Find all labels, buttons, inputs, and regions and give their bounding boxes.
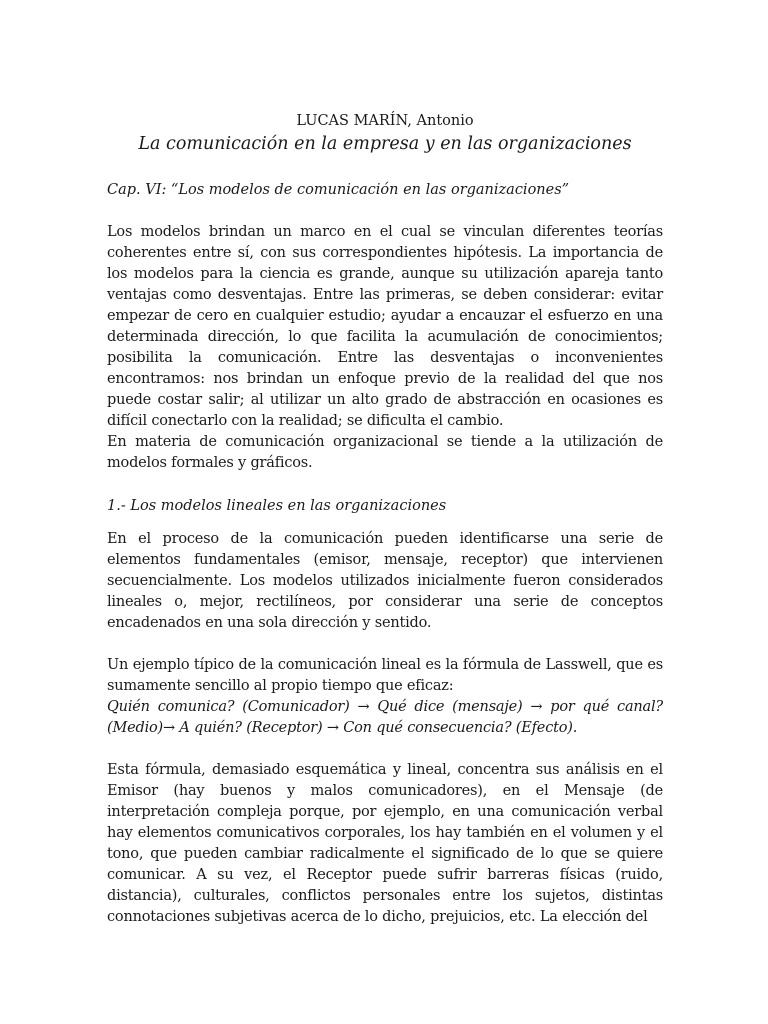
lasswell-formula: Quién comunica? (Comunicador) → Qué dice (mensaje) → por qué canal? (Medio)→ A quién? (Receptor) → Con qué consecuencia? (Efecto). bbox=[107, 699, 663, 736]
chapter-title: Cap. VI: “Los modelos de comunicación en las organizaciones” bbox=[107, 182, 570, 198]
paragraph-schematic: Esta fórmula, demasiado esquemática y lineal, concentra sus análisis en el Emisor (hay buenos y malos comunicadores), en el Mensaje (de interpretación compleja porque, por ejemplo, en una comunicación verbal hay elementos comunicativos corporales, los hay también en el volumen y el tono, que pueden cambiar radicalmente el significado de lo que se quiere comunicar. A su vez, el Receptor puede sufrir barreras físicas (ruido, distancia), culturales, conflictos personales entre los sujetos, distintas connotaciones subjetivas acerca de lo dicho, prejuicios, etc. La elección del bbox=[107, 762, 663, 925]
author-name: LUCAS MARÍN, Antonio bbox=[296, 113, 474, 129]
paragraph-lasswell: Un ejemplo típico de la comunicación lineal es la fórmula de Lasswell, que es sumamente sencillo al propio tiempo que eficaz: bbox=[107, 657, 663, 694]
paragraph-process: En el proceso de la comunicación pueden identificarse una serie de elementos fundamentales (emisor, mensaje, receptor) que intervienen secuencialmente. Los modelos utilizados inicialmente fueron considerados lineales o, mejor, rectilíneos, por considerar una serie de conceptos encadenados en una sola dirección y sentido. bbox=[107, 531, 663, 631]
paragraph-intro: Los modelos brindan un marco en el cual se vinculan diferentes teorías coherentes entre sí, con sus correspondientes hipótesis. La importancia de los modelos para la ciencia es grande, aunque su utilización apareja tanto ventajas como desventajas. Entre las primeras, se deben considerar: evitar empezar de cero en cualquier estudio; ayudar a encauzar el esfuerzo en una determinada dirección, lo que facilita la acumulación de conocimientos; posibilita la comunicación. Entre las desventajas o inconvenientes encontramos: nos brindan un enfoque previo de la realidad del que nos puede costar salir; al utilizar un alto grado de abstracción en ocasiones es difícil conectarlo con la realidad; se dificulta el cambio. bbox=[107, 224, 663, 429]
paragraph-formal-models: En materia de comunicación organizacional se tiende a la utilización de modelos formales y gráficos. bbox=[107, 434, 663, 471]
book-title: La comunicación en la empresa y en las organizaciones bbox=[138, 134, 632, 154]
document-page bbox=[107, 111, 663, 928]
section-heading: 1.- Los modelos lineales en las organizaciones bbox=[107, 498, 447, 514]
